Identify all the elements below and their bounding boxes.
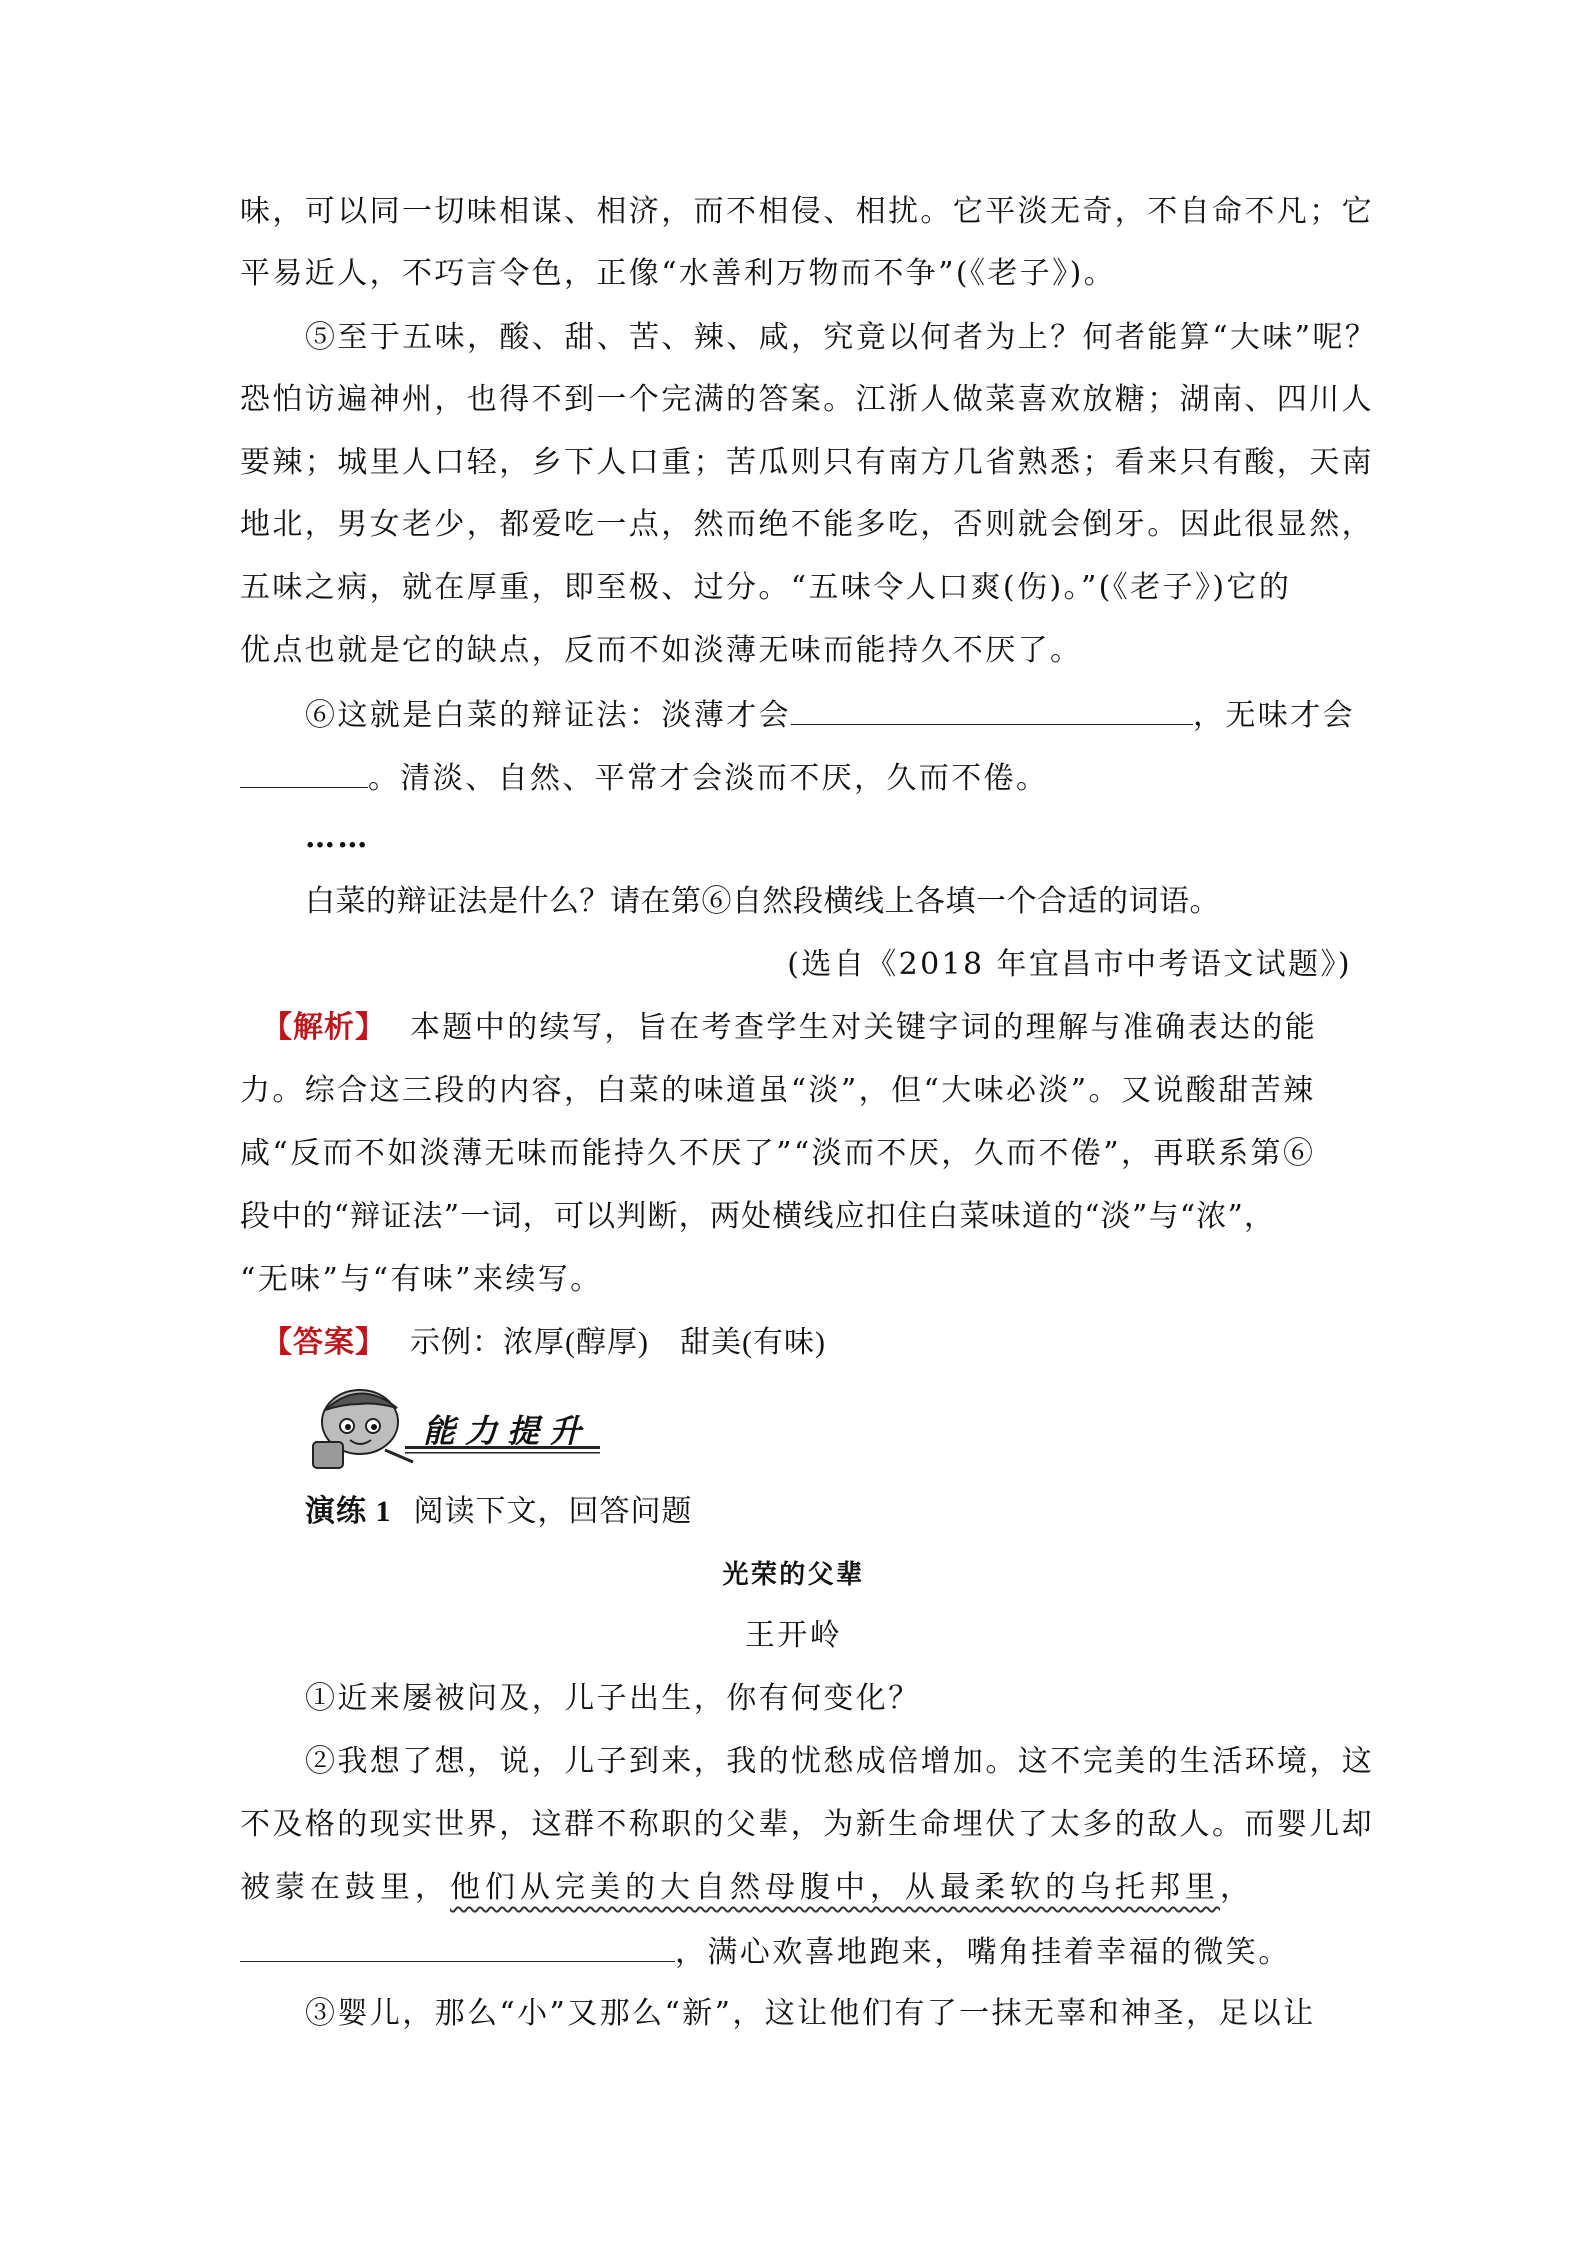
p2-line4-text: ，满心欢喜地跑来，嘴角挂着幸福的微笑。 [675,1935,1291,1970]
analysis-line-2: 力。综合这三段的内容，白菜的味道虽“淡”，但“大味必淡”。又说酸甜苦辣 [240,1073,1316,1108]
answer-text: 示例：浓厚(醇厚) 甜美(有味) [410,1326,826,1359]
paragraph-5-line-3: 要辣；城里人口轻，乡下人口重；苦瓜则只有南方几省熟悉；看来只有酸，天南 [240,445,1374,480]
paragraph-6-text-2: ，无味才会 [1193,698,1355,733]
paragraph-6-line-2 [240,757,1355,799]
article-paragraph-2-line-2: 不及格的现实世界，这群不称职的父辈，为新生命埋伏了太多的敌人。而婴儿却 [240,1807,1374,1842]
ellipsis: …… [305,820,370,855]
exercise-label: 演练 1 [305,1495,392,1528]
analysis-label: 【解析】 [262,1010,386,1045]
fill-blank-3[interactable] [240,1931,675,1962]
article-paragraph-2-line-1: ②我想了想，说，儿子到来，我的忧愁成倍增加。这不完美的生活环境，这 [305,1744,1375,1779]
paragraph-5-line-6: 优点也就是它的缺点，反而不如淡薄无味而能持久不厌了。 [240,633,1083,668]
section-title: 能力提升 [423,1412,592,1450]
wavy-underlined-sentence: 他们从完美的大自然母腹中，从最柔软的乌托邦里 [450,1870,1220,1905]
question-text: 白菜的辩证法是什么？请在第⑥自然段横线上各填一个合适的词语。 [305,885,1220,918]
paragraph-5-line-5: 五味之病，就在厚重，即至极、过分。“五味令人口爽(伤)。”(《老子》)它的 [240,570,1292,605]
article-paragraph-2-line-3 [240,1868,1355,1908]
paragraph-4-line-1: 味，可以同一切味相谋、相济，而不相侵、相扰。它平淡无奇，不自命不凡；它 [240,194,1374,229]
paragraph-6-text-1: ⑥这就是白菜的辩证法：淡薄才会 [305,698,791,733]
fill-blank-2[interactable] [240,757,368,788]
analysis-line-1 [262,1008,1377,1048]
article-paragraph-1: ①近来屡被问及，儿子出生，你有何变化？ [305,1681,921,1716]
analysis-line-5: “无味”与“有味”来续写。 [240,1262,603,1297]
answer-line [262,1323,1377,1363]
p2-line3-end: ， [1220,1870,1255,1905]
article-paragraph-2-line-4 [240,1931,1355,1973]
exercise-line [305,1492,1420,1532]
answer-label: 【答案】 [262,1325,386,1360]
article-title: 光荣的父辈 [722,1560,865,1590]
paragraph-5-line-4: 地北，男女老少，都爱吃一点，然而绝不能多吃，否则就会倒牙。因此很显然， [240,507,1374,542]
section-banner [305,1380,605,1470]
source-citation: (选自《2018 年宜昌市中考语文试题》) [787,947,1352,982]
paragraph-5-line-2: 恐怕访遍神州，也得不到一个完满的答案。江浙人做菜喜欢放糖；湖南、四川人 [240,382,1374,417]
exercise-instruction: 阅读下文，回答问题 [413,1495,693,1528]
paragraph-4-line-2: 平易近人，不巧言令色，正像“水善利万物而不争”(《老子》)。 [240,256,1117,291]
article-author: 王开岭 [744,1618,843,1653]
paragraph-6-line-1 [305,694,1420,736]
analysis-line-4: 段中的“辩证法”一词，可以判断，两处横线应扣住白菜味道的“淡”与“浓”， [240,1199,1276,1234]
fill-blank-1[interactable] [791,694,1193,725]
analysis-line-3: 咸“反而不如淡薄无味而能持久不厌了”“淡而不厌，久而不倦”，再联系第⑥ [240,1136,1316,1171]
paragraph-5-line-1: ⑤至于五味，酸、甜、苦、辣、咸，究竟以何者为上？何者能算“大味”呢？ [305,320,1378,355]
analysis-text-1: 本题中的续写，旨在考查学生对关键字词的理解与准确表达的能 [410,1010,1318,1045]
p2-line3-plain: 被蒙在鼓里， [240,1870,450,1905]
paragraph-6-text-3: 。清淡、自然、平常才会淡而不厌，久而不倦。 [368,761,1049,796]
article-paragraph-3: ③婴儿，那么“小”又那么“新”，这让他们有了一抹无辜和神圣，足以让 [305,1996,1316,2031]
